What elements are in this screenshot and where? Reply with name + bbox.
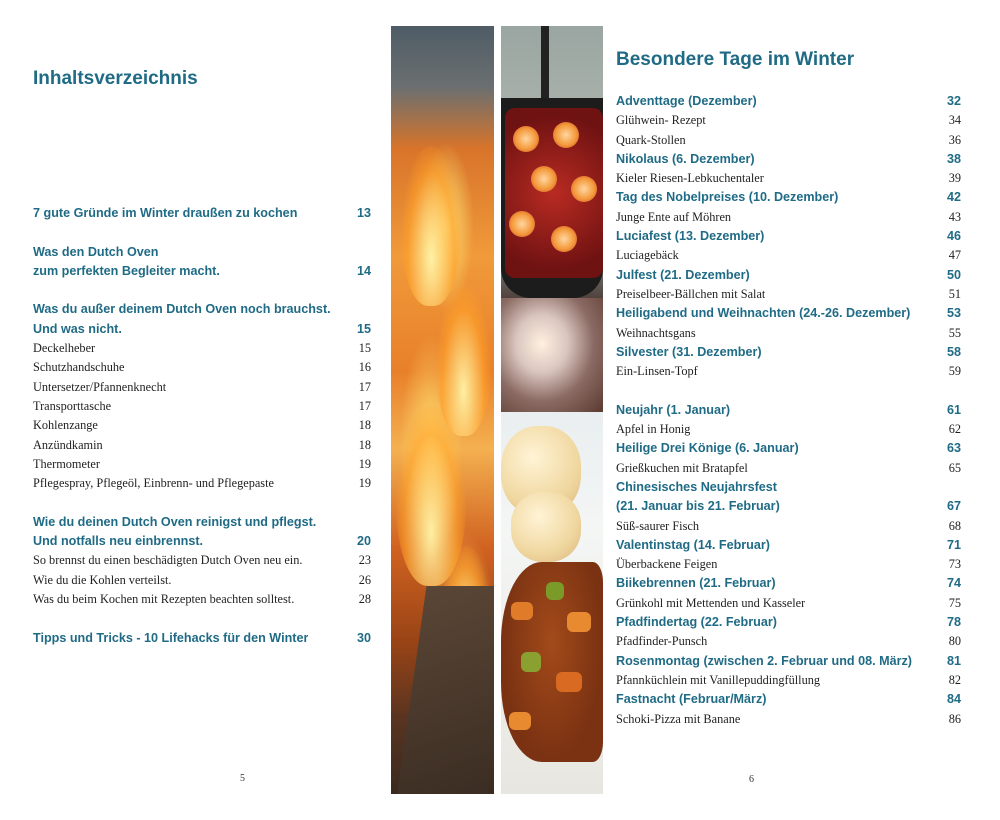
toc-entry-page: 86 bbox=[948, 711, 961, 726]
toc-entry-label: Fastnacht (Februar/März) bbox=[616, 692, 767, 707]
toc-entry-label: Was du außer deinem Dutch Oven noch brauchst. bbox=[33, 302, 331, 317]
toc-entry-page: 19 bbox=[358, 456, 371, 471]
toc-entry-label: Transporttasche bbox=[33, 398, 112, 413]
toc-entry-label: 7 gute Gründe im Winter draußen zu kochen bbox=[33, 206, 298, 220]
toc-entry-label: Tag des Nobelpreises (10. Dezember) bbox=[616, 190, 839, 205]
toc-entry-label: Süß-saurer Fisch bbox=[616, 518, 699, 533]
toc-left bbox=[33, 204, 371, 648]
page-number-left: 5 bbox=[240, 773, 245, 784]
toc-heading-entry bbox=[616, 690, 961, 709]
toc-entry-page: 42 bbox=[946, 190, 961, 205]
toc-entry-page: 61 bbox=[946, 402, 961, 417]
toc-entry-page: 17 bbox=[358, 379, 371, 394]
toc-heading-entry bbox=[616, 343, 961, 362]
toc-entry-page: 53 bbox=[946, 306, 961, 321]
toc-entry-page: 30 bbox=[356, 630, 371, 645]
toc-entry-page: 18 bbox=[358, 418, 371, 433]
toc-entry-page: 36 bbox=[948, 132, 961, 147]
section-gap bbox=[33, 281, 371, 300]
page-title-right: Besondere Tage im Winter bbox=[616, 49, 855, 70]
toc-entry-page: 80 bbox=[948, 634, 961, 649]
toc-entry-page: 15 bbox=[358, 341, 371, 356]
toc-entry-page: 71 bbox=[946, 537, 961, 552]
toc-entry-page: 39 bbox=[948, 171, 961, 186]
toc-entry-page: 18 bbox=[358, 437, 371, 452]
campfire-photo bbox=[391, 26, 494, 794]
toc-entry-label: Heiligabend und Weihnachten (24.-26. Dezember) bbox=[616, 306, 911, 321]
toc-entry-page: 20 bbox=[356, 534, 371, 549]
toc-entry-page: 32 bbox=[946, 94, 961, 108]
toc-entry bbox=[616, 169, 961, 188]
toc-entry-page: 74 bbox=[946, 576, 961, 591]
toc-entry-page: 34 bbox=[948, 113, 961, 128]
toc-entry-label: Junge Ente auf Möhren bbox=[616, 209, 732, 224]
toc-heading-entry bbox=[616, 92, 961, 111]
toc-entry bbox=[33, 436, 371, 455]
toc-entry-label: Silvester (31. Dezember) bbox=[616, 344, 762, 359]
toc-entry-page: 68 bbox=[948, 518, 961, 533]
toc-entry-page: 16 bbox=[358, 360, 371, 375]
toc-entry-label: So brennst du einen beschädigten Dutch Oven neu ein. bbox=[33, 553, 303, 568]
toc-entry-label: Chinesisches Neujahrsfest bbox=[616, 479, 777, 494]
toc-entry-page: 43 bbox=[948, 209, 961, 224]
dutch-oven-mulled-wine-photo bbox=[501, 26, 603, 412]
toc-entry bbox=[616, 324, 961, 343]
toc-heading-entry bbox=[616, 536, 961, 555]
toc-entry bbox=[616, 671, 961, 690]
toc-entry-label: Was du beim Kochen mit Rezepten beachten solltest. bbox=[33, 591, 295, 606]
toc-entry bbox=[616, 420, 961, 439]
toc-entry bbox=[33, 474, 371, 493]
toc-entry-page: 38 bbox=[946, 151, 961, 166]
toc-entry-label: Heilige Drei Könige (6. Januar) bbox=[616, 441, 799, 456]
toc-heading-entry bbox=[616, 401, 961, 420]
toc-entry-label: Grießkuchen mit Bratapfel bbox=[616, 460, 748, 475]
toc-entry-label: zum perfekten Begleiter macht. bbox=[33, 263, 220, 278]
toc-entry-label: Weihnachtsgans bbox=[616, 325, 696, 340]
toc-heading-entry bbox=[33, 243, 371, 262]
toc-entry-label: Kohlenzange bbox=[33, 418, 98, 433]
toc-heading-entry bbox=[616, 439, 961, 458]
toc-heading-entry bbox=[33, 320, 371, 339]
toc-entry bbox=[616, 246, 961, 265]
toc-entry-page: 58 bbox=[946, 344, 961, 359]
toc-entry-page: 75 bbox=[948, 595, 961, 610]
toc-entry-page: 46 bbox=[946, 229, 961, 244]
toc-entry-page: 73 bbox=[948, 557, 961, 572]
toc-entry bbox=[616, 362, 961, 381]
toc-entry bbox=[33, 358, 371, 377]
toc-entry bbox=[616, 594, 961, 613]
toc-entry bbox=[33, 551, 371, 570]
toc-entry-label: Pfadfindertag (22. Februar) bbox=[616, 615, 777, 630]
toc-entry-label: Deckelheber bbox=[33, 341, 96, 356]
section-gap bbox=[616, 381, 961, 400]
toc-entry-page: 26 bbox=[358, 572, 371, 587]
toc-entry bbox=[33, 397, 371, 416]
toc-entry bbox=[616, 111, 961, 130]
toc-entry bbox=[33, 339, 371, 358]
toc-entry-label: Valentinstag (14. Februar) bbox=[616, 537, 770, 552]
toc-entry-label: Überbackene Feigen bbox=[616, 557, 718, 572]
toc-entry-page: 67 bbox=[946, 499, 961, 514]
toc-entry-page: 13 bbox=[356, 206, 371, 220]
toc-entry-label: Neujahr (1. Januar) bbox=[616, 402, 731, 417]
section-gap bbox=[33, 223, 371, 242]
toc-heading-entry bbox=[616, 652, 961, 671]
toc-entry-page: 50 bbox=[946, 267, 961, 282]
toc-heading-entry bbox=[616, 227, 961, 246]
toc-entry-label: Luciagebäck bbox=[616, 248, 679, 263]
toc-entry-label: Wie du deinen Dutch Oven reinigst und pflegst. bbox=[33, 514, 317, 529]
toc-entry-label: Wie du die Kohlen verteilst. bbox=[33, 572, 172, 587]
toc-entry-label: Pfannküchlein mit Vanillepuddingfüllung bbox=[616, 672, 821, 687]
toc-entry-label: Kieler Riesen-Lebkuchentaler bbox=[616, 171, 764, 186]
toc-entry bbox=[33, 455, 371, 474]
toc-entry-label: Adventtage (Dezember) bbox=[616, 94, 757, 108]
page-title-left: Inhaltsverzeichnis bbox=[33, 68, 198, 89]
toc-entry-label: Schutzhandschuhe bbox=[33, 360, 125, 375]
toc-heading-entry bbox=[33, 204, 371, 223]
toc-entry-label: Und notfalls neu einbrennst. bbox=[33, 534, 204, 549]
toc-entry-label: Nikolaus (6. Dezember) bbox=[616, 151, 755, 166]
toc-entry-page: 19 bbox=[358, 476, 371, 491]
toc-entry-page: 14 bbox=[356, 263, 371, 278]
toc-entry bbox=[616, 208, 961, 227]
toc-entry-label: Rosenmontag (zwischen 2. Februar und 08. März) bbox=[616, 653, 913, 668]
toc-entry-page: 17 bbox=[358, 398, 371, 413]
toc-entry bbox=[33, 590, 371, 609]
toc-entry-page: 47 bbox=[948, 248, 961, 263]
toc-entry-label: Schoki-Pizza mit Banane bbox=[616, 711, 741, 726]
toc-entry-label: Pfadfinder-Punsch bbox=[616, 634, 708, 649]
toc-entry bbox=[33, 416, 371, 435]
toc-entry bbox=[33, 378, 371, 397]
toc-entry-page: 59 bbox=[948, 364, 961, 379]
toc-entry-label: Thermometer bbox=[33, 456, 100, 471]
toc-heading-entry bbox=[616, 613, 961, 632]
toc-entry bbox=[616, 517, 961, 536]
toc-entry-page: 82 bbox=[948, 672, 961, 687]
toc-entry-page: 51 bbox=[948, 286, 961, 301]
toc-entry-page: 15 bbox=[356, 321, 371, 336]
page-number-right: 6 bbox=[749, 774, 754, 785]
toc-heading-entry bbox=[616, 478, 961, 497]
section-gap bbox=[33, 609, 371, 628]
toc-entry-label: Glühwein- Rezept bbox=[616, 113, 706, 128]
toc-entry-page: 28 bbox=[358, 591, 371, 606]
toc-entry bbox=[33, 571, 371, 590]
toc-entry-label: Preiselbeer-Bällchen mit Salat bbox=[616, 286, 766, 301]
toc-entry-label: Luciafest (13. Dezember) bbox=[616, 229, 765, 244]
toc-entry bbox=[616, 710, 961, 729]
toc-right bbox=[616, 92, 961, 729]
section-gap bbox=[33, 493, 371, 512]
toc-entry-page: 84 bbox=[946, 692, 961, 707]
toc-entry bbox=[616, 459, 961, 478]
toc-heading-entry bbox=[616, 574, 961, 593]
toc-entry-label: Grünkohl mit Mettenden und Kasseler bbox=[616, 595, 806, 610]
toc-entry-page: 63 bbox=[946, 441, 961, 456]
stew-dumplings-photo bbox=[501, 412, 603, 794]
toc-heading-entry bbox=[33, 629, 371, 648]
toc-entry-label: Anzündkamin bbox=[33, 437, 103, 452]
toc-entry-label: Apfel in Honig bbox=[616, 422, 691, 437]
toc-entry-page: 81 bbox=[946, 653, 961, 668]
toc-entry-label: Tipps und Tricks - 10 Lifehacks für den Winter bbox=[33, 630, 309, 645]
toc-entry-page: 65 bbox=[948, 460, 961, 475]
toc-entry-label: Und was nicht. bbox=[33, 321, 122, 336]
toc-entry-label: Julfest (21. Dezember) bbox=[616, 267, 750, 282]
toc-heading-entry bbox=[33, 513, 371, 532]
toc-entry-label: (21. Januar bis 21. Februar) bbox=[616, 499, 780, 514]
toc-entry-label: Ein-Linsen-Topf bbox=[616, 364, 698, 379]
toc-entry-label: Biikebrennen (21. Februar) bbox=[616, 576, 776, 591]
toc-entry bbox=[616, 555, 961, 574]
toc-entry bbox=[616, 285, 961, 304]
toc-entry-page: 55 bbox=[948, 325, 961, 340]
toc-entry-page: 62 bbox=[948, 422, 961, 437]
toc-heading-entry bbox=[616, 266, 961, 285]
toc-heading-entry bbox=[33, 300, 371, 319]
toc-entry-label: Pflegespray, Pflegeöl, Einbrenn- und Pflegepaste bbox=[33, 476, 274, 491]
toc-entry-label: Untersetzer/Pfannenknecht bbox=[33, 379, 167, 394]
toc-entry bbox=[616, 632, 961, 651]
toc-entry bbox=[616, 131, 961, 150]
toc-heading-entry bbox=[616, 150, 961, 169]
toc-entry-label: Was den Dutch Oven bbox=[33, 244, 159, 259]
toc-heading-entry bbox=[616, 188, 961, 207]
toc-heading-entry bbox=[33, 262, 371, 281]
toc-heading-entry bbox=[616, 497, 961, 516]
toc-entry-label: Quark-Stollen bbox=[616, 132, 686, 147]
toc-entry-page: 23 bbox=[358, 553, 371, 568]
toc-heading-entry bbox=[616, 304, 961, 323]
toc-heading-entry bbox=[33, 532, 371, 551]
toc-entry-page: 78 bbox=[946, 615, 961, 630]
